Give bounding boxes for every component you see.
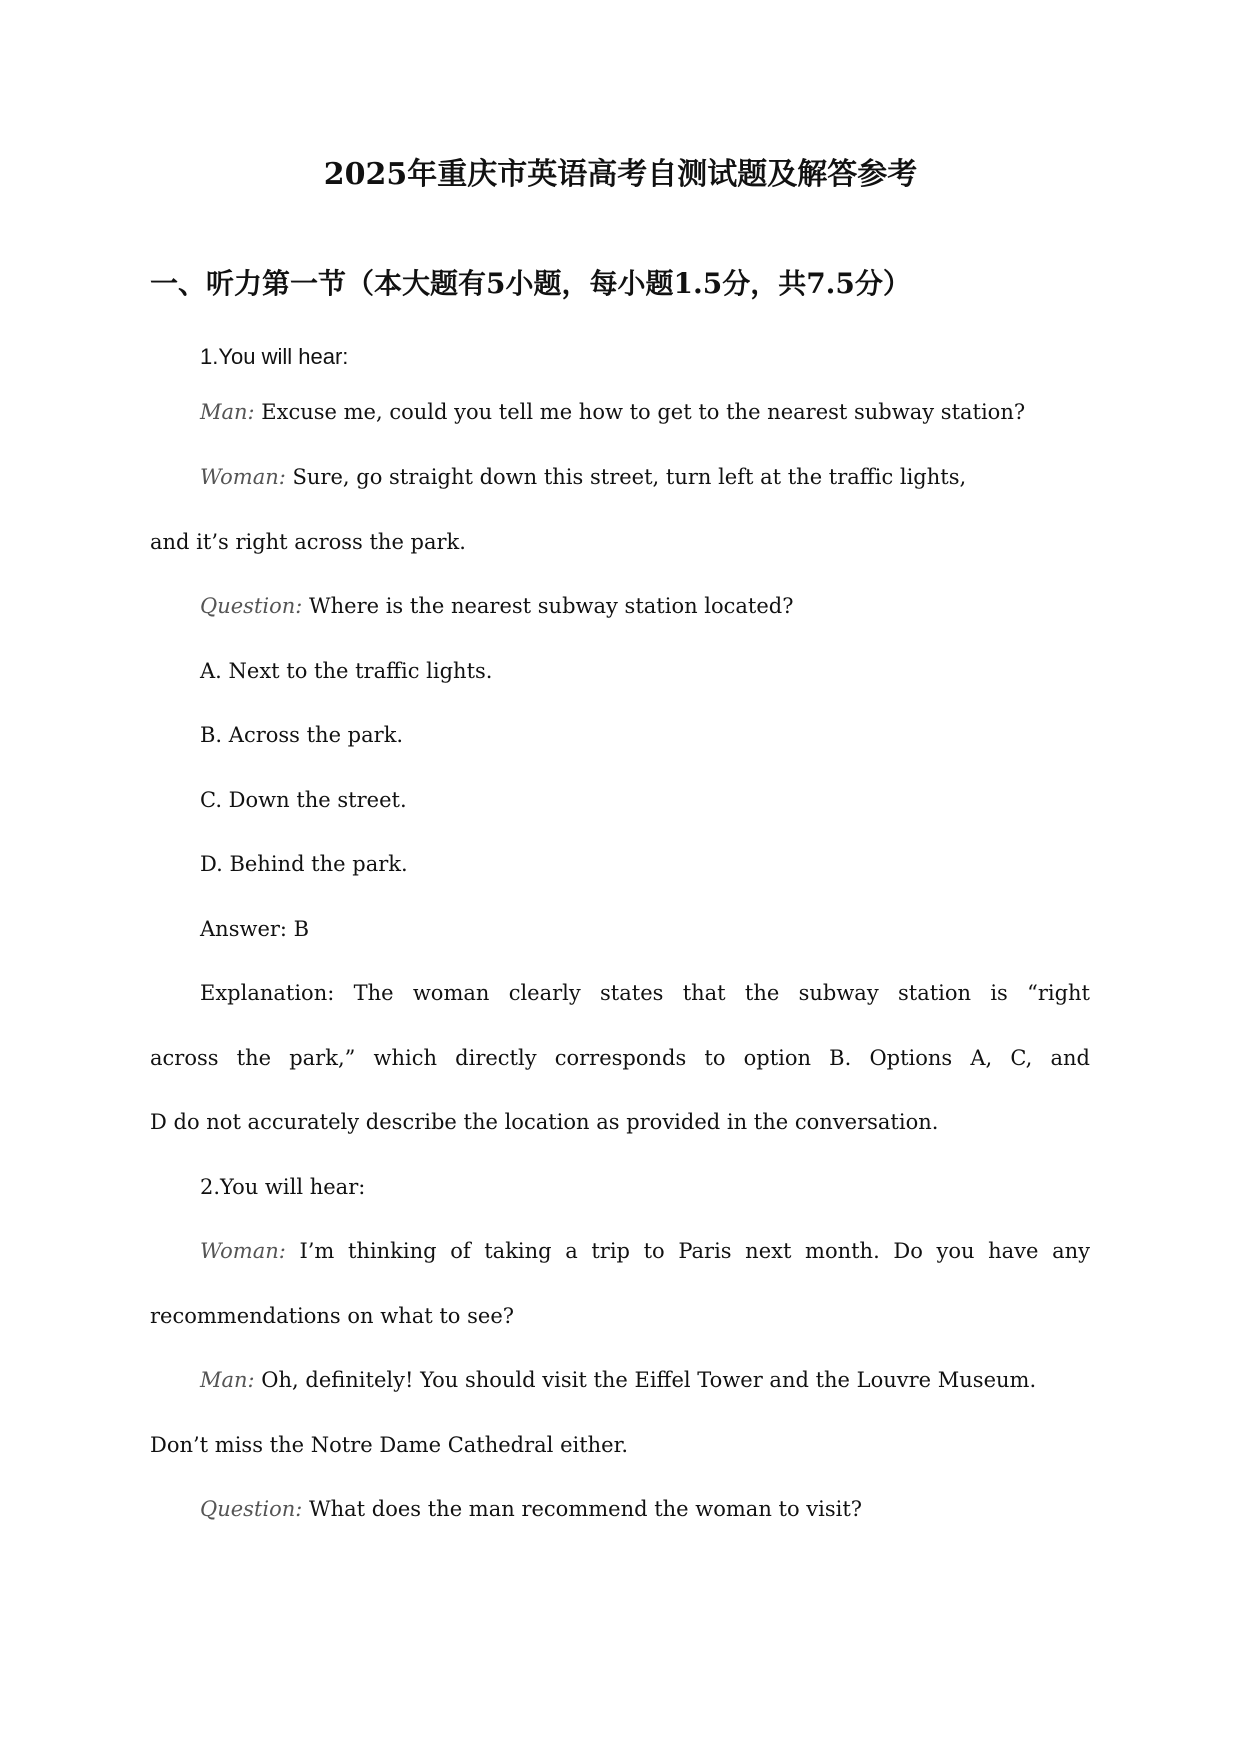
- q1-prompt: 1.You will hear:: [200, 344, 349, 369]
- section-heading: 一、听力第一节（本大题有5小题，每小题1.5分，共7.5分）: [150, 267, 911, 300]
- question-label: Question:: [200, 1497, 303, 1521]
- question-label: Question:: [200, 594, 303, 618]
- speaker-label: Woman:: [200, 465, 286, 489]
- q1-woman-line: [200, 462, 966, 492]
- q2-question-line: [200, 1494, 862, 1524]
- page-title: 2025年重庆市英语高考自测试题及解答参考: [323, 157, 918, 192]
- speaker-label: Woman:: [200, 1239, 286, 1263]
- dialogue-text: Excuse me, could you tell me how to get to the nearest subway station?: [254, 400, 1026, 424]
- q1-man-line: [200, 397, 1025, 427]
- q1-option-b: B. Across the park.: [200, 723, 404, 747]
- q1-explanation-line-3: D do not accurately describe the location as provided in the conversation.: [150, 1110, 939, 1134]
- q2-woman-line: [200, 1236, 1090, 1266]
- question-text: Where is the nearest subway station located?: [302, 594, 794, 618]
- q1-answer: Answer: B: [200, 917, 310, 941]
- speaker-label: Man:: [200, 1368, 255, 1392]
- q1-option-c: C. Down the street.: [200, 788, 407, 812]
- q1-explanation-line-1: Explanation: The woman clearly states that the subway station is “right: [200, 981, 1090, 1005]
- q1-woman-line-cont: and it’s right across the park.: [150, 530, 466, 554]
- q1-question-line: [200, 591, 794, 621]
- speaker-label: Man:: [200, 400, 255, 424]
- dialogue-text: I’m thinking of taking a trip to Paris next month. Do you have any: [285, 1239, 1090, 1263]
- q2-woman-line-cont: recommendations on what to see?: [150, 1304, 515, 1328]
- q1-option-d: D. Behind the park.: [200, 852, 408, 876]
- dialogue-text: Oh, definitely! You should visit the Eiffel Tower and the Louvre Museum.: [254, 1368, 1037, 1392]
- question-text: What does the man recommend the woman to visit?: [302, 1497, 863, 1521]
- q2-man-line: [200, 1365, 1036, 1395]
- q1-option-a: A. Next to the traffic lights.: [200, 659, 493, 683]
- dialogue-text: Sure, go straight down this street, turn left at the traffic lights,: [285, 465, 967, 489]
- q2-prompt: 2.You will hear:: [200, 1175, 366, 1199]
- q2-man-line-cont: Don’t miss the Notre Dame Cathedral either.: [150, 1433, 629, 1457]
- q1-explanation-line-2: across the park,” which directly corresponds to option B. Options A, C, and: [150, 1046, 1090, 1070]
